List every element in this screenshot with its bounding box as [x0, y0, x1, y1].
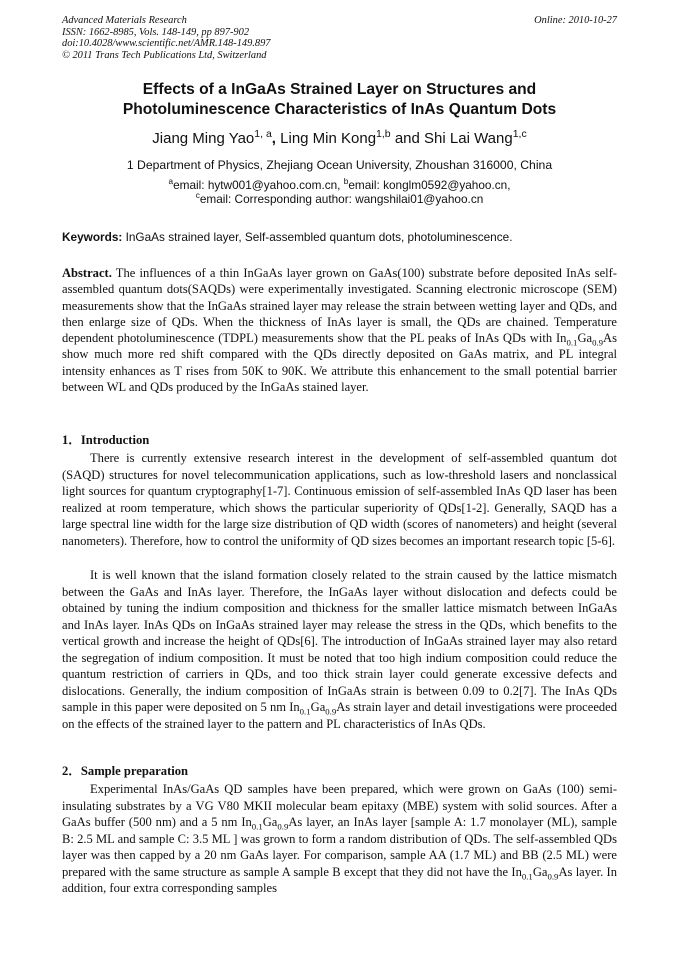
- doi-line: doi:10.4028/www.scientific.net/AMR.148-149.897: [62, 38, 271, 50]
- affiliation: 1 Department of Physics, Zhejiang Ocean University, Zhoushan 316000, China: [126, 158, 553, 172]
- email-c: email: Corresponding author: wangshilai01@yahoo.cn: [199, 192, 484, 207]
- sample-sub: 0.9: [277, 821, 289, 832]
- author-and: and: [394, 130, 420, 147]
- section-heading-sample-preparation: 2．Sample preparation: [62, 764, 189, 778]
- email-b: email: konglm0592@yahoo.cn,: [348, 178, 511, 192]
- author-2-affil: 1,b: [376, 128, 391, 140]
- intro-paragraph-1: There is currently extensive research interest in the development of self-assembled quantum dot (SAQD) structures for novel telecommunication applications, such as low-threshold lasers and nonclassical light sources for quantum cryptography[1-7]. Continuous emission of self-assembled InAs QD laser has been realized at room temperature, which shows the particular superiority of QDs[1-2]. Generally, SAQD has a large spectral line width for the large size distribution of QD width (scores of nanometers) and height (several nanometers). Therefore, how to control the uniformity of QD sizes becomes an important research topic [5-6].: [62, 451, 617, 548]
- journal-name: Advanced Materials Research: [62, 15, 187, 26]
- sample-formula: Ga: [262, 815, 278, 830]
- sample-formula: Ga: [532, 864, 548, 879]
- intro-paragraph-2: [62, 567, 617, 732]
- sample-sub: 0.1: [521, 871, 533, 882]
- sample-text-b: As layer, an InAs layer [sample A: 1.7 monolayer (ML), sample B: 2.5 ML and sample C: 3.5 ML ] was grown to form a random distribution of QDs. The self-assembled QDs layer was then capped by a 20 nm GaAs layer. For comparison, sample AA (1.7 ML) and BB (2.5 ML) were prepared with the same structure as sample A sample B except that they did not have the In: [62, 815, 617, 879]
- email-a: email: hytw001@yahoo.com.cn,: [173, 178, 341, 192]
- intro-p2-sub: 0.9: [325, 706, 337, 717]
- abstract-label: Abstract.: [62, 266, 112, 280]
- abstract-sub: 0.9: [592, 337, 604, 348]
- abstract-text-a: The influences of a thin InGaAs layer grown on GaAs(100) substrate before deposited InAs self-assembled quantum dots(SAQDs) were experimentally investigated. Scanning electronic microscope (SEM) measurements show that the InGaAs strained layer may release the strain between wetting layer and QDs, and then enlarge size of QDs. When the thickness of InAs layer is small, the QDs are chained. Temperature dependent photoluminescence (TDPL) measurements show that the PL peaks of InAs QDs with In: [62, 266, 617, 346]
- author-1-affil: 1, a: [254, 128, 272, 140]
- email-line-1: [62, 178, 617, 192]
- author-3-affil: 1,c: [512, 128, 527, 140]
- email-b-sup: b: [343, 177, 349, 187]
- abstract: [62, 265, 617, 395]
- abstract-formula: Ga: [577, 331, 593, 346]
- intro-p2-text-b: As strain layer and detail investigations were proceeded on the effects of the strained layer to the pattern and PL characteristics of InAs QDs.: [62, 700, 617, 731]
- author-1: Jiang Ming Yao: [152, 130, 255, 147]
- section-heading-introduction: 1．Introduction: [62, 433, 150, 447]
- issn-line: ISSN: 1662-8985, Vols. 148-149, pp 897-902: [62, 26, 250, 38]
- author-list: [62, 130, 617, 148]
- abstract-sub: 0.1: [566, 337, 578, 348]
- author-3: Shi Lai Wang: [424, 130, 513, 147]
- copyright-line: © 2011 Trans Tech Publications Ltd, Switzerland: [62, 49, 267, 61]
- journal-header: [62, 15, 617, 61]
- title-line-1: Effects of a InGaAs Strained Layer on Structures and: [142, 81, 537, 98]
- email-a-sup: a: [168, 177, 174, 187]
- keywords: [62, 230, 617, 245]
- sample-text-a: Experimental InAs/GaAs QD samples have been prepared, which were grown on GaAs (100) semi-insulating substrates by a VG V80 MKII molecular beam epitaxy (MBE) system with solid sources. After a GaAs buffer (500 nm) and a 5 nm In: [62, 782, 617, 830]
- paper-title: [62, 80, 617, 120]
- sample-text-c: As layer. In addition, four extra corresponding samples: [62, 864, 617, 896]
- author-separator: ,: [271, 130, 276, 147]
- online-date: Online: 2010-10-27: [534, 15, 617, 26]
- intro-p2-text-a: It is well known that the island formation closely related to the strain caused by the lattice mismatch between the GaAs and InAs layer. Therefore, the InGaAs layer without dislocation and defects could be obtained by tuning the indium composition and thickness for the smaller lattice mismatch between InGaAs and InAs layer. InAs QDs on InGaAs strained layer may release the stress in the QDs, which benefits to the vertical growth and increase the height of QDs[6]. The introduction of InGaAs strained layer may also retard the segregation of indium composition. It must be noted that too high indium composition could reduce the quantum restriction of carriers in QDs, and too thick strain layer could generate excessive defects and dislocations. Generally, the indium composition of InGaAs strain is between 0.09 to 0.2[7]. The InAs QDs sample in this paper were deposited on 5 nm In: [62, 568, 617, 715]
- intro-p2-formula: Ga: [310, 700, 326, 715]
- author-2: Ling Min Kong: [280, 130, 377, 147]
- keywords-label: Keywords:: [62, 230, 123, 244]
- intro-p2-sub: 0.1: [299, 706, 311, 717]
- sample-prep-paragraph: [62, 781, 617, 897]
- keywords-text: InGaAs strained layer, Self-assembled quantum dots, photoluminescence.: [125, 230, 513, 244]
- abstract-text-b: As show much more red shift compared with the QDs directly deposited on GaAs matrix, and PL integral intensity enhances as T rises from 50K to 90K. We attribute this enhancement to the small potential barrier between WL and QDs produced by the InGaAs stained layer.: [62, 331, 617, 395]
- sample-sub: 0.1: [251, 821, 263, 832]
- email-block: [62, 178, 617, 207]
- title-line-2: Photoluminescence Characteristics of InAs Quantum Dots: [122, 101, 557, 118]
- email-line-2: [62, 192, 617, 206]
- sample-sub: 0.9: [547, 871, 559, 882]
- email-c-sup: c: [195, 191, 200, 201]
